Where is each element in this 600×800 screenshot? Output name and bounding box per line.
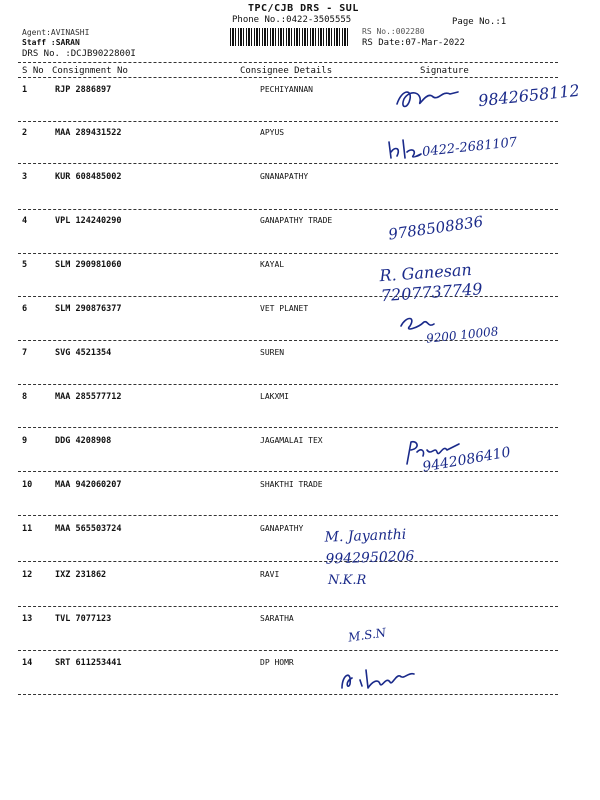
row-divider [18, 694, 558, 695]
row-divider [18, 427, 558, 428]
row-sno: 10 [22, 480, 33, 490]
row-consignee: GANAPATHY [260, 524, 304, 533]
row-divider [18, 253, 558, 254]
row-consignee: DP HOMR [260, 658, 294, 667]
report-title: TPC/CJB DRS - SUL [248, 3, 359, 14]
row-consignment: DDG 4208908 [55, 436, 112, 446]
signature-1 [392, 84, 462, 118]
handwriting-1: 9842658112 [477, 80, 581, 111]
row-sno: 8 [22, 392, 28, 402]
row-consignee: PECHIYANNAN [260, 85, 313, 94]
handwriting-6: 9200 10008 [425, 324, 500, 346]
row-consignment: MAA 565503724 [55, 524, 122, 534]
header-divider-bottom [18, 77, 558, 78]
row-divider [18, 515, 558, 516]
page-number: Page No.:1 [452, 17, 507, 27]
row-consignment: SLM 290876377 [55, 304, 122, 314]
table-row [0, 172, 600, 182]
row-divider [18, 650, 558, 651]
table-row [0, 392, 600, 402]
signature-1-scribble [392, 84, 462, 114]
row-divider [18, 121, 558, 122]
handwriting-13: M.S.N [347, 625, 388, 645]
table-row [0, 348, 600, 358]
agent-name: Agent:AVINASHI [22, 28, 90, 37]
row-consignee: LAKXMI [260, 392, 289, 401]
row-consignment: SLM 290981060 [55, 260, 122, 270]
table-row [0, 524, 600, 534]
col-header-consignee: Consignee Details [240, 66, 333, 76]
table-row [0, 658, 600, 668]
col-header-signature: Signature [420, 66, 469, 76]
col-header-sno: S No [22, 66, 44, 76]
staff-name: Staff :SARAN [22, 38, 80, 47]
row-consignment: MAA 942060207 [55, 480, 122, 490]
row-sno: 6 [22, 304, 28, 314]
row-divider [18, 163, 558, 164]
row-sno: 14 [22, 658, 33, 668]
row-consignment: TVL 7077123 [55, 614, 112, 624]
barcode [230, 28, 350, 46]
table-row [0, 436, 600, 446]
row-sno: 7 [22, 348, 28, 358]
table-row [0, 570, 600, 580]
row-consignee: SUREN [260, 348, 285, 357]
row-consignee: KAYAL [260, 260, 285, 269]
handwriting-12: N.K.R [328, 573, 367, 588]
row-divider [18, 606, 558, 607]
table-row [0, 480, 600, 490]
handwriting-5: R. Ganesan 7207737749 [378, 259, 484, 306]
drs-number: DRS No. :DCJB9022800I [22, 49, 136, 59]
row-consignee: APYUS [260, 128, 285, 137]
row-consignee: SHAKTHI TRADE [260, 480, 323, 489]
row-consignment: RJP 2886897 [55, 85, 112, 95]
row-consignment: KUR 608485002 [55, 172, 122, 182]
row-divider [18, 209, 558, 210]
row-sno: 11 [22, 524, 33, 534]
row-consignment: IXZ 231862 [55, 570, 107, 580]
row-sno: 12 [22, 570, 33, 580]
signature-14 [338, 664, 418, 696]
handwriting-9: 9442086410 [421, 444, 512, 476]
row-consignee: GNANAPATHY [260, 172, 309, 181]
row-divider [18, 384, 558, 385]
row-sno: 4 [22, 216, 28, 226]
row-sno: 3 [22, 172, 28, 182]
table-row [0, 216, 600, 226]
row-consignment: MAA 285577712 [55, 392, 122, 402]
signature-14-scribble [338, 664, 418, 692]
header-divider-top [18, 62, 558, 63]
row-sno: 2 [22, 128, 28, 138]
row-sno: 5 [22, 260, 28, 270]
rs-date: RS Date:07-Mar-2022 [362, 38, 465, 48]
row-consignee: SARATHA [260, 614, 294, 623]
col-header-consignment: Consignment No [52, 66, 128, 76]
handwriting-11: M. Jayanthi 9942950206 [324, 526, 415, 568]
row-sno: 1 [22, 85, 28, 95]
row-consignment: MAA 289431522 [55, 128, 122, 138]
table-row [0, 614, 600, 624]
row-consignee: JAGAMALAI TEX [260, 436, 323, 445]
row-divider [18, 561, 558, 562]
signature-2-scribble [385, 138, 425, 162]
phone-number: Phone No.:0422-3505555 [232, 15, 352, 25]
row-consignment: SRT 611253441 [55, 658, 122, 668]
row-consignee: GANAPATHY TRADE [260, 216, 333, 225]
row-sno: 9 [22, 436, 28, 446]
handwriting-2: 0422-2681107 [421, 135, 518, 160]
row-consignment: SVG 4521354 [55, 348, 112, 358]
handwriting-4: 9788508836 [387, 212, 485, 244]
row-consignee: RAVI [260, 570, 280, 579]
rs-number: RS No.:002280 [362, 27, 425, 36]
table-row [0, 304, 600, 314]
row-divider [18, 471, 558, 472]
signature-2 [385, 138, 425, 166]
row-consignee: VET PLANET [260, 304, 309, 313]
row-consignment: VPL 124240290 [55, 216, 122, 226]
row-sno: 13 [22, 614, 33, 624]
